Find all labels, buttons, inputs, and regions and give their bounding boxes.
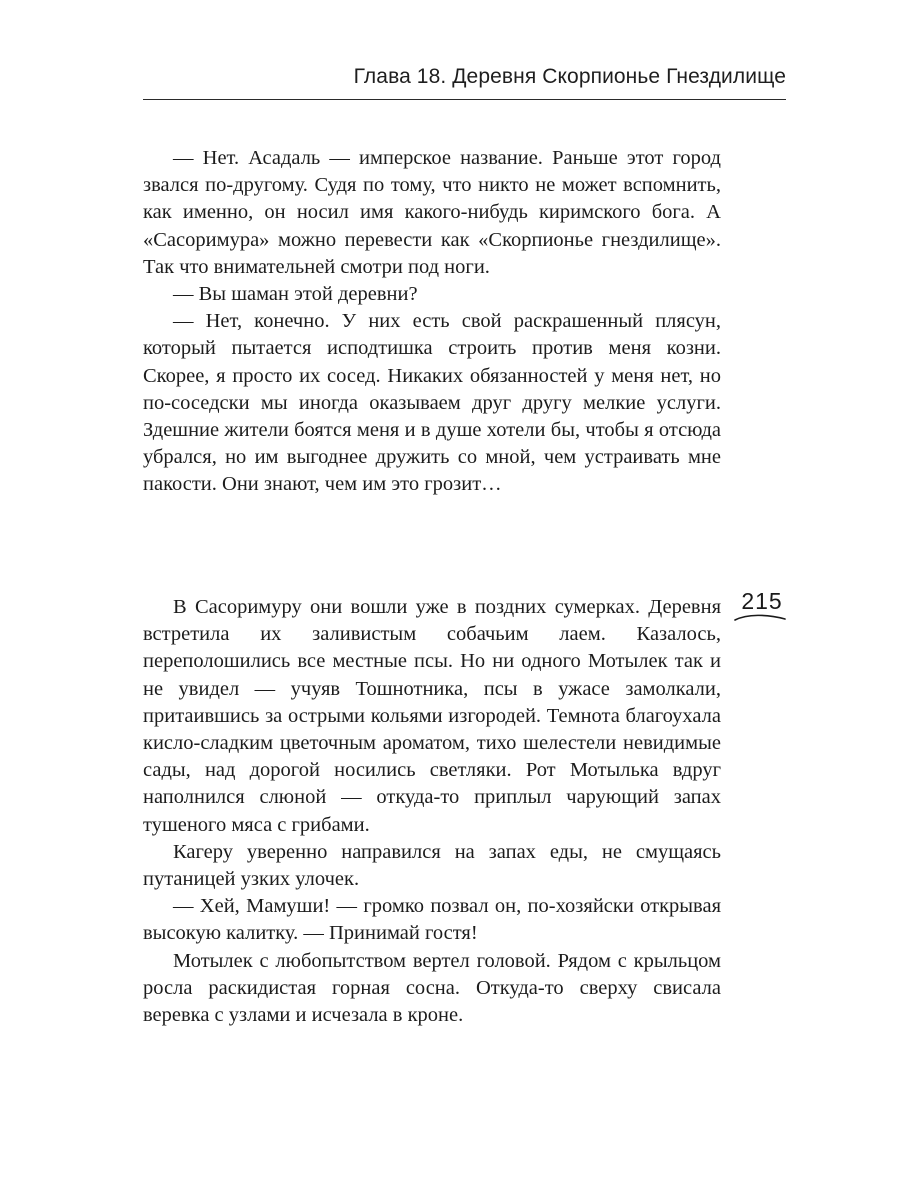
paragraph: — Вы шаман этой деревни? (173, 283, 418, 306)
text-block-dialogue (143, 145, 721, 499)
page-number: 215 (741, 588, 783, 614)
paragraph: Кагеру уверенно направился на запах еды, не смущаясь путаницей узких улочек. (143, 840, 721, 891)
page-number-swash-ornament (733, 611, 787, 625)
header-rule (143, 99, 786, 100)
paragraph: — Нет, конечно. У них есть свой раскрашенный плясун, который пытается исподтишка строить против меня козни. Скорее, я просто их сосед. Никаких обязанностей у меня нет, но по-соседски мы иногда оказываем друг другу мелкие услуги. Здешние жители боятся меня и в душе хотели бы, чтобы я отсюда убрался, но им выгоднее дружить со мной, чем устраивать мне пакости. Они знают, чем им это грозит… (143, 310, 721, 496)
paragraph: — Хей, Мамуши! — громко позвал он, по-хозяйски открывая высокую калитку. — Принимай гостя! (143, 895, 721, 945)
text-block-narrative (143, 594, 721, 1029)
running-head: Глава 18. Деревня Скорпионье Гнездилище (353, 65, 786, 88)
paragraph: В Сасоримуру они вошли уже в поздних сумерках. Деревня встретила их заливистым собачьим лаем. Казалось, переполошились все местные псы. Но ни одного Мотылек так и не увидел — учуяв Тошнотника, псы в ужасе замолкали, притаившись за острыми кольями изгородей. Темнота благоухала кисло-сладким цветочным ароматом, тихо шелестели невидимые сады, над дорогой носились светляки. Рот Мотылька вдруг наполнился слюной — откуда-то приплыл чарующий запах тушеного мяса с грибами. (143, 596, 721, 836)
paragraph: — Нет. Асадаль — имперское название. Раньше этот город звался по-другому. Судя по тому, что никто не может вспомнить, как именно, он носил имя какого-нибудь киримского бога. А «Сасоримура» можно перевести как «Скорпионье гнездилище». Так что внимательней смотри под ноги. (143, 147, 721, 278)
paragraph: Мотылек с любопытством вертел головой. Рядом с крыльцом росла раскидистая горная сосна. Откуда-то сверху свисала веревка с узлами и исчезала в кроне. (143, 949, 721, 1027)
